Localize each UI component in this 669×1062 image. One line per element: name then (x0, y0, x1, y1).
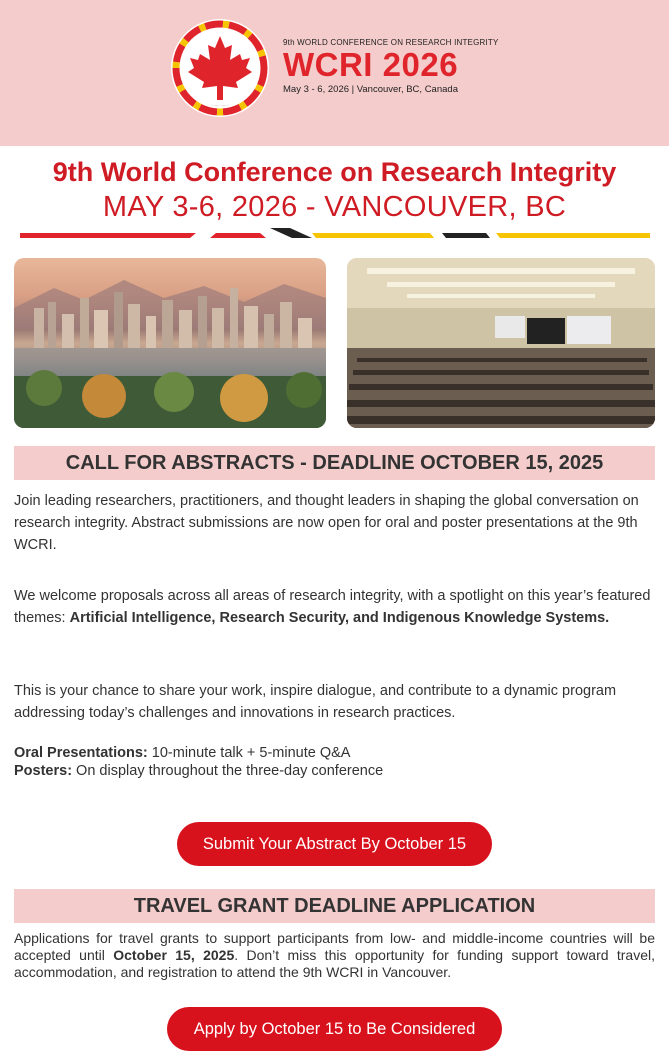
submit-abstract-button[interactable]: Submit Your Abstract By October 15 (177, 822, 492, 866)
oral-presentations-line (14, 744, 655, 762)
decorative-stripe (20, 228, 650, 238)
abstracts-heading-bar (14, 446, 655, 480)
travel-heading: TRAVEL GRANT DEADLINE APPLICATION (133, 895, 536, 917)
oral-text: 10-minute talk + 5-minute Q&A (147, 745, 351, 761)
date-location: May 3 - 6, 2026 | Vancouver, BC, Canada (283, 84, 458, 95)
title-line-2: MAY 3-6, 2026 - VANCOUVER, BC (102, 191, 567, 223)
oral-label: Oral Presentations: (14, 745, 148, 761)
abstracts-intro: Join leading researchers, practitioners, and thought leaders in shaping the global conversation on research integrity. Abstract submissions are now open for oral and poster presentations at the 9th WCRI. (14, 493, 639, 553)
posters-line (14, 762, 655, 780)
travel-text-suffix: . Don’t miss this opportunity for funding support toward travel, accommodation, and registration to attend the 9th WCRI in Vancouver. (14, 947, 656, 980)
logo-text (283, 38, 499, 95)
travel-grant-text (14, 930, 655, 981)
header-banner (0, 0, 669, 146)
maple-leaf-icon (170, 18, 270, 118)
apply-travel-grant-button[interactable]: Apply by October 15 to Be Considered (167, 1007, 502, 1051)
themes-intro-text: We welcome proposals across all areas of research integrity, with a spotlight on this year’s featured themes: (14, 588, 651, 626)
title-line-1: 9th World Conference on Research Integrity (52, 157, 617, 187)
page-title (0, 154, 669, 224)
vancouver-skyline-photo (14, 258, 326, 428)
abstracts-heading: CALL FOR ABSTRACTS - DEADLINE OCTOBER 15, 2025 (65, 452, 604, 474)
travel-deadline-date: October 15, 2025 (113, 947, 235, 963)
posters-label: Posters: (14, 763, 73, 779)
abstracts-invitation: This is your chance to share your work, inspire dialogue, and contribute to a dynamic program addressing today’s challenges and innovations in research practices. (14, 683, 617, 721)
presentation-formats (14, 744, 655, 780)
conference-subtitle: 9th WORLD CONFERENCE ON RESEARCH INTEGRITY (283, 38, 499, 47)
abstracts-themes-paragraph (14, 585, 655, 629)
travel-text-prefix: Applications for travel grants to support participants from low- and middle-income countries will be accepted until (14, 930, 655, 963)
travel-heading-bar (14, 889, 655, 923)
posters-text: On display throughout the three-day conference (72, 763, 384, 779)
brand-name: WCRI 2026 (283, 46, 459, 83)
conference-hall-photo (347, 258, 655, 428)
featured-themes: Artificial Intelligence, Research Security, and Indigenous Knowledge Systems. (69, 610, 610, 626)
